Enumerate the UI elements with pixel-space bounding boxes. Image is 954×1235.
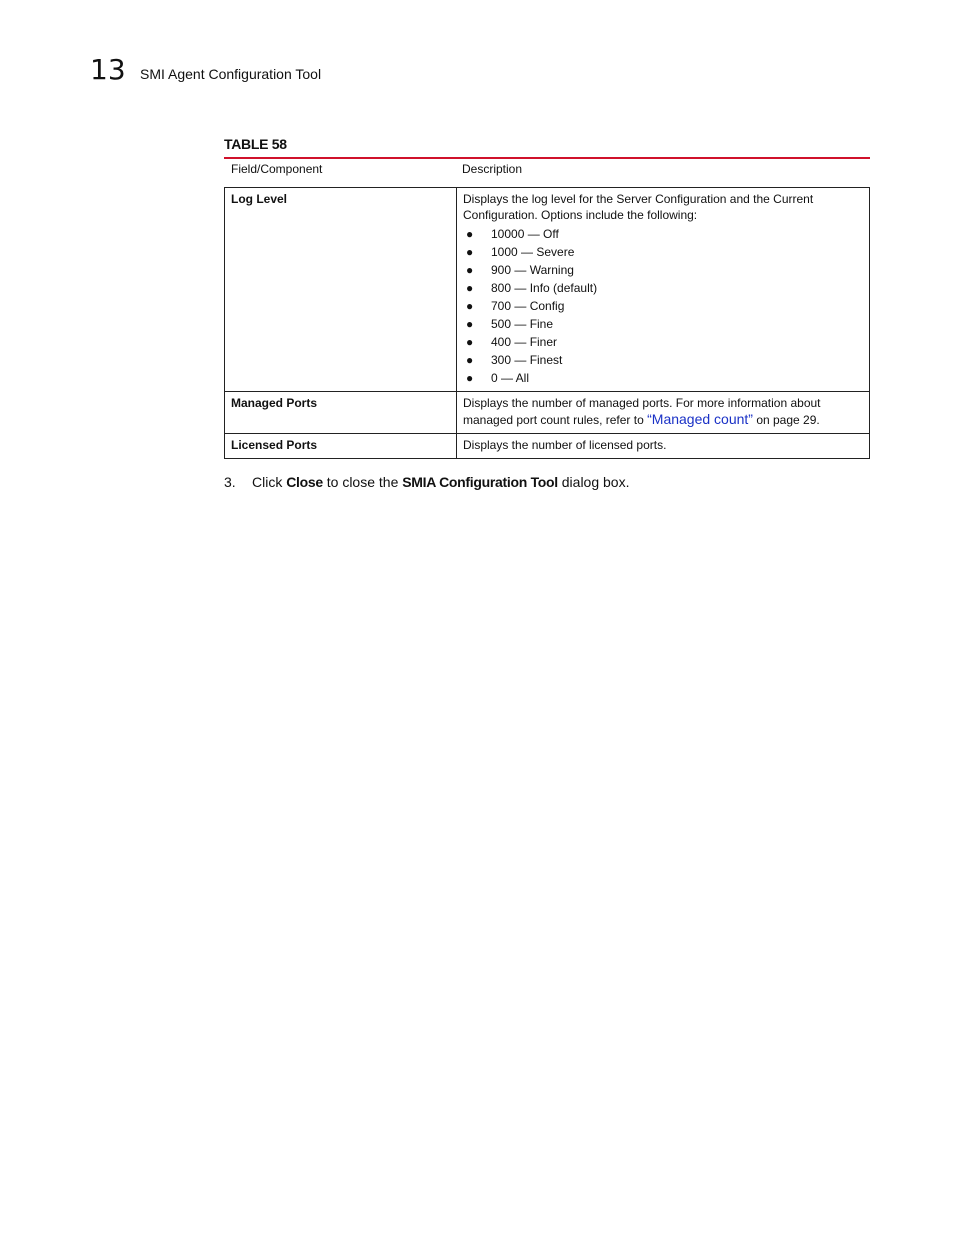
list-item [463,279,863,297]
description-text: Displays the log level for the Server Configuration and the Current Configuration. Options include the following: [463,192,814,222]
chapter-title: SMI Agent Configuration Tool [140,66,322,82]
table-caption: TABLE 58 [224,136,287,152]
table-row [225,434,870,459]
bullet-icon: ● [466,317,474,331]
description-text: Displays the number of managed ports. For more information about managed port count rules, refer to [463,396,821,427]
step-3 [224,473,629,491]
bullet-icon: ● [466,335,474,349]
list-item [463,297,863,315]
description-text: on page 29. [756,413,820,427]
bullet-icon: ● [466,227,474,241]
option-label: 700 — Config [491,299,565,313]
data-table [224,187,870,459]
field-cell: Managed Ports [225,392,457,434]
bullet-icon: ● [466,245,474,259]
table-row [225,392,870,434]
step-text: dialog box. [561,474,630,490]
list-item [463,243,863,261]
step-number: 3. [224,474,236,490]
description-cell [457,392,870,434]
option-label: 800 — Info (default) [491,281,598,295]
bullet-icon: ● [466,281,474,295]
option-label: 300 — Finest [491,353,563,367]
column-header-description: Description [462,162,523,176]
tool-name-ref: SMIA Configuration Tool [402,474,558,490]
field-cell: Licensed Ports [225,434,457,459]
list-item [463,225,863,243]
option-label: 10000 — Off [491,227,559,241]
bullet-icon: ● [466,353,474,367]
list-item [463,351,863,369]
option-label: 900 — Warning [491,263,574,277]
managed-count-link[interactable]: “Managed count” [647,411,753,427]
option-label: 1000 — Severe [491,245,575,259]
list-item [463,333,863,351]
list-item [463,315,863,333]
close-button-ref: Close [286,474,323,490]
table-header-rule [224,157,870,159]
column-header-field: Field/Component [231,162,323,176]
step-text: to close the [326,474,399,490]
field-cell: Log Level [225,188,457,392]
option-label: 0 — All [491,371,530,385]
description-cell [457,188,870,392]
description-cell: Displays the number of licensed ports. [457,434,870,459]
bullet-icon: ● [466,371,474,385]
bullet-icon: ● [466,299,474,313]
list-item [463,369,863,387]
chapter-number: 13 [90,53,126,86]
option-label: 400 — Finer [491,335,558,349]
option-label: 500 — Fine [491,317,554,331]
table-row [225,188,870,392]
options-list [463,225,863,387]
bullet-icon: ● [466,263,474,277]
list-item [463,261,863,279]
step-text: Click [252,474,283,490]
